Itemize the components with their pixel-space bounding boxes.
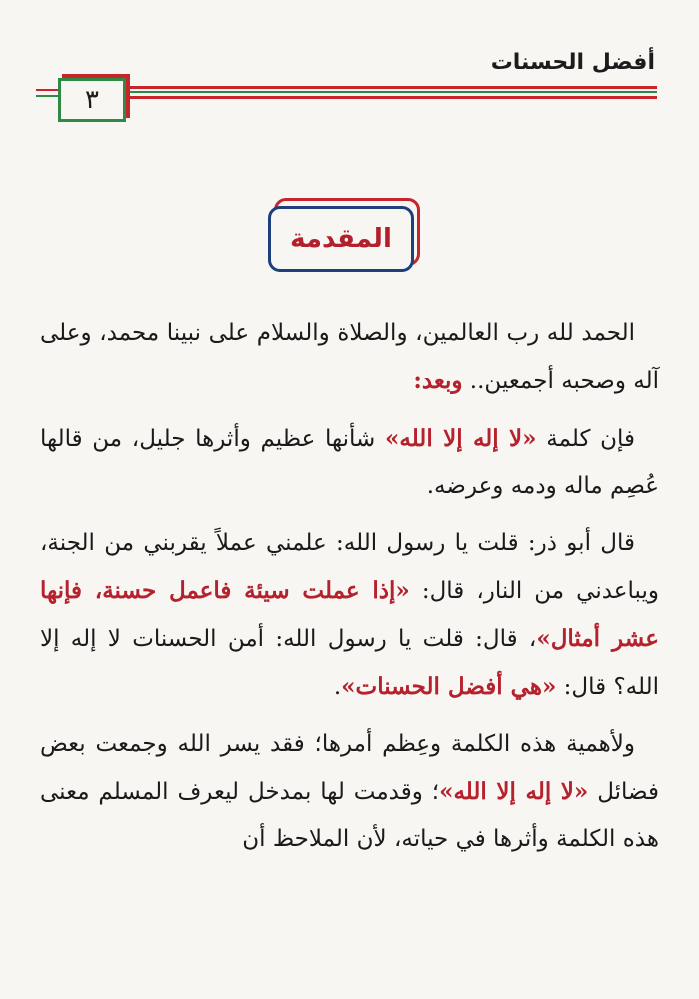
paragraph-text: ؛ وقدمت لها بمدخل ليعرف المسلم معنى هذه الكلمة وأثرها في حياته، لأن الملاحظ أن <box>40 779 659 852</box>
paragraph-2 <box>40 415 659 510</box>
paragraph-text: ، قال: قلت يا رسول الله: أمن الحسنات لا إله إلا الله؟ قال: <box>40 626 659 700</box>
paragraph-text: فإن كلمة <box>536 426 635 452</box>
header-rule-left-green <box>36 95 58 97</box>
page-number-box <box>58 78 126 122</box>
highlight-text: «لا إله إلا الله» <box>384 425 537 452</box>
paragraph-text: شأنها عظيم وأثرها جليل، من قالها عُصِم ماله ودمه وعرضه. <box>40 426 659 499</box>
paragraph-3 <box>40 520 659 711</box>
header-rule-left-red <box>36 89 58 91</box>
paragraph-text: قال أبو ذر: قلت يا رسول الله: علمني عملاً يقربني من الجنة، ويباعدني من النار، قال: <box>40 530 659 604</box>
section-title: المقدمة <box>268 206 414 272</box>
page-number: ٣ <box>85 85 99 115</box>
paragraph-4 <box>40 721 659 863</box>
header-rule-red-bottom <box>128 96 657 99</box>
highlight-text: «إذا عملت سيئة فاعمل حسنة، فإنها عشر أمثال» <box>40 577 659 652</box>
header-rule-red-top <box>128 86 657 89</box>
running-title: أفضل الحسنات <box>490 50 655 75</box>
paragraph-text: . <box>333 674 342 700</box>
highlight-text: «لا إله إلا الله» <box>439 778 589 805</box>
highlight-text: «هي أفضل الحسنات» <box>341 673 557 700</box>
body-text <box>40 310 659 873</box>
section-title-frame <box>268 198 422 274</box>
paragraph-text: الحمد لله رب العالمين، والصلاة والسلام على نبينا محمد، وعلى آله وصحبه أجمعين.. <box>40 320 659 394</box>
paragraph-text: ولأهمية هذه الكلمة وعِظم أمرها؛ فقد يسر الله وجمعت بعض فضائل <box>40 731 659 805</box>
header-rule-green <box>128 91 657 93</box>
highlight-text: وبعد: <box>413 367 463 394</box>
paragraph-1 <box>40 310 659 405</box>
